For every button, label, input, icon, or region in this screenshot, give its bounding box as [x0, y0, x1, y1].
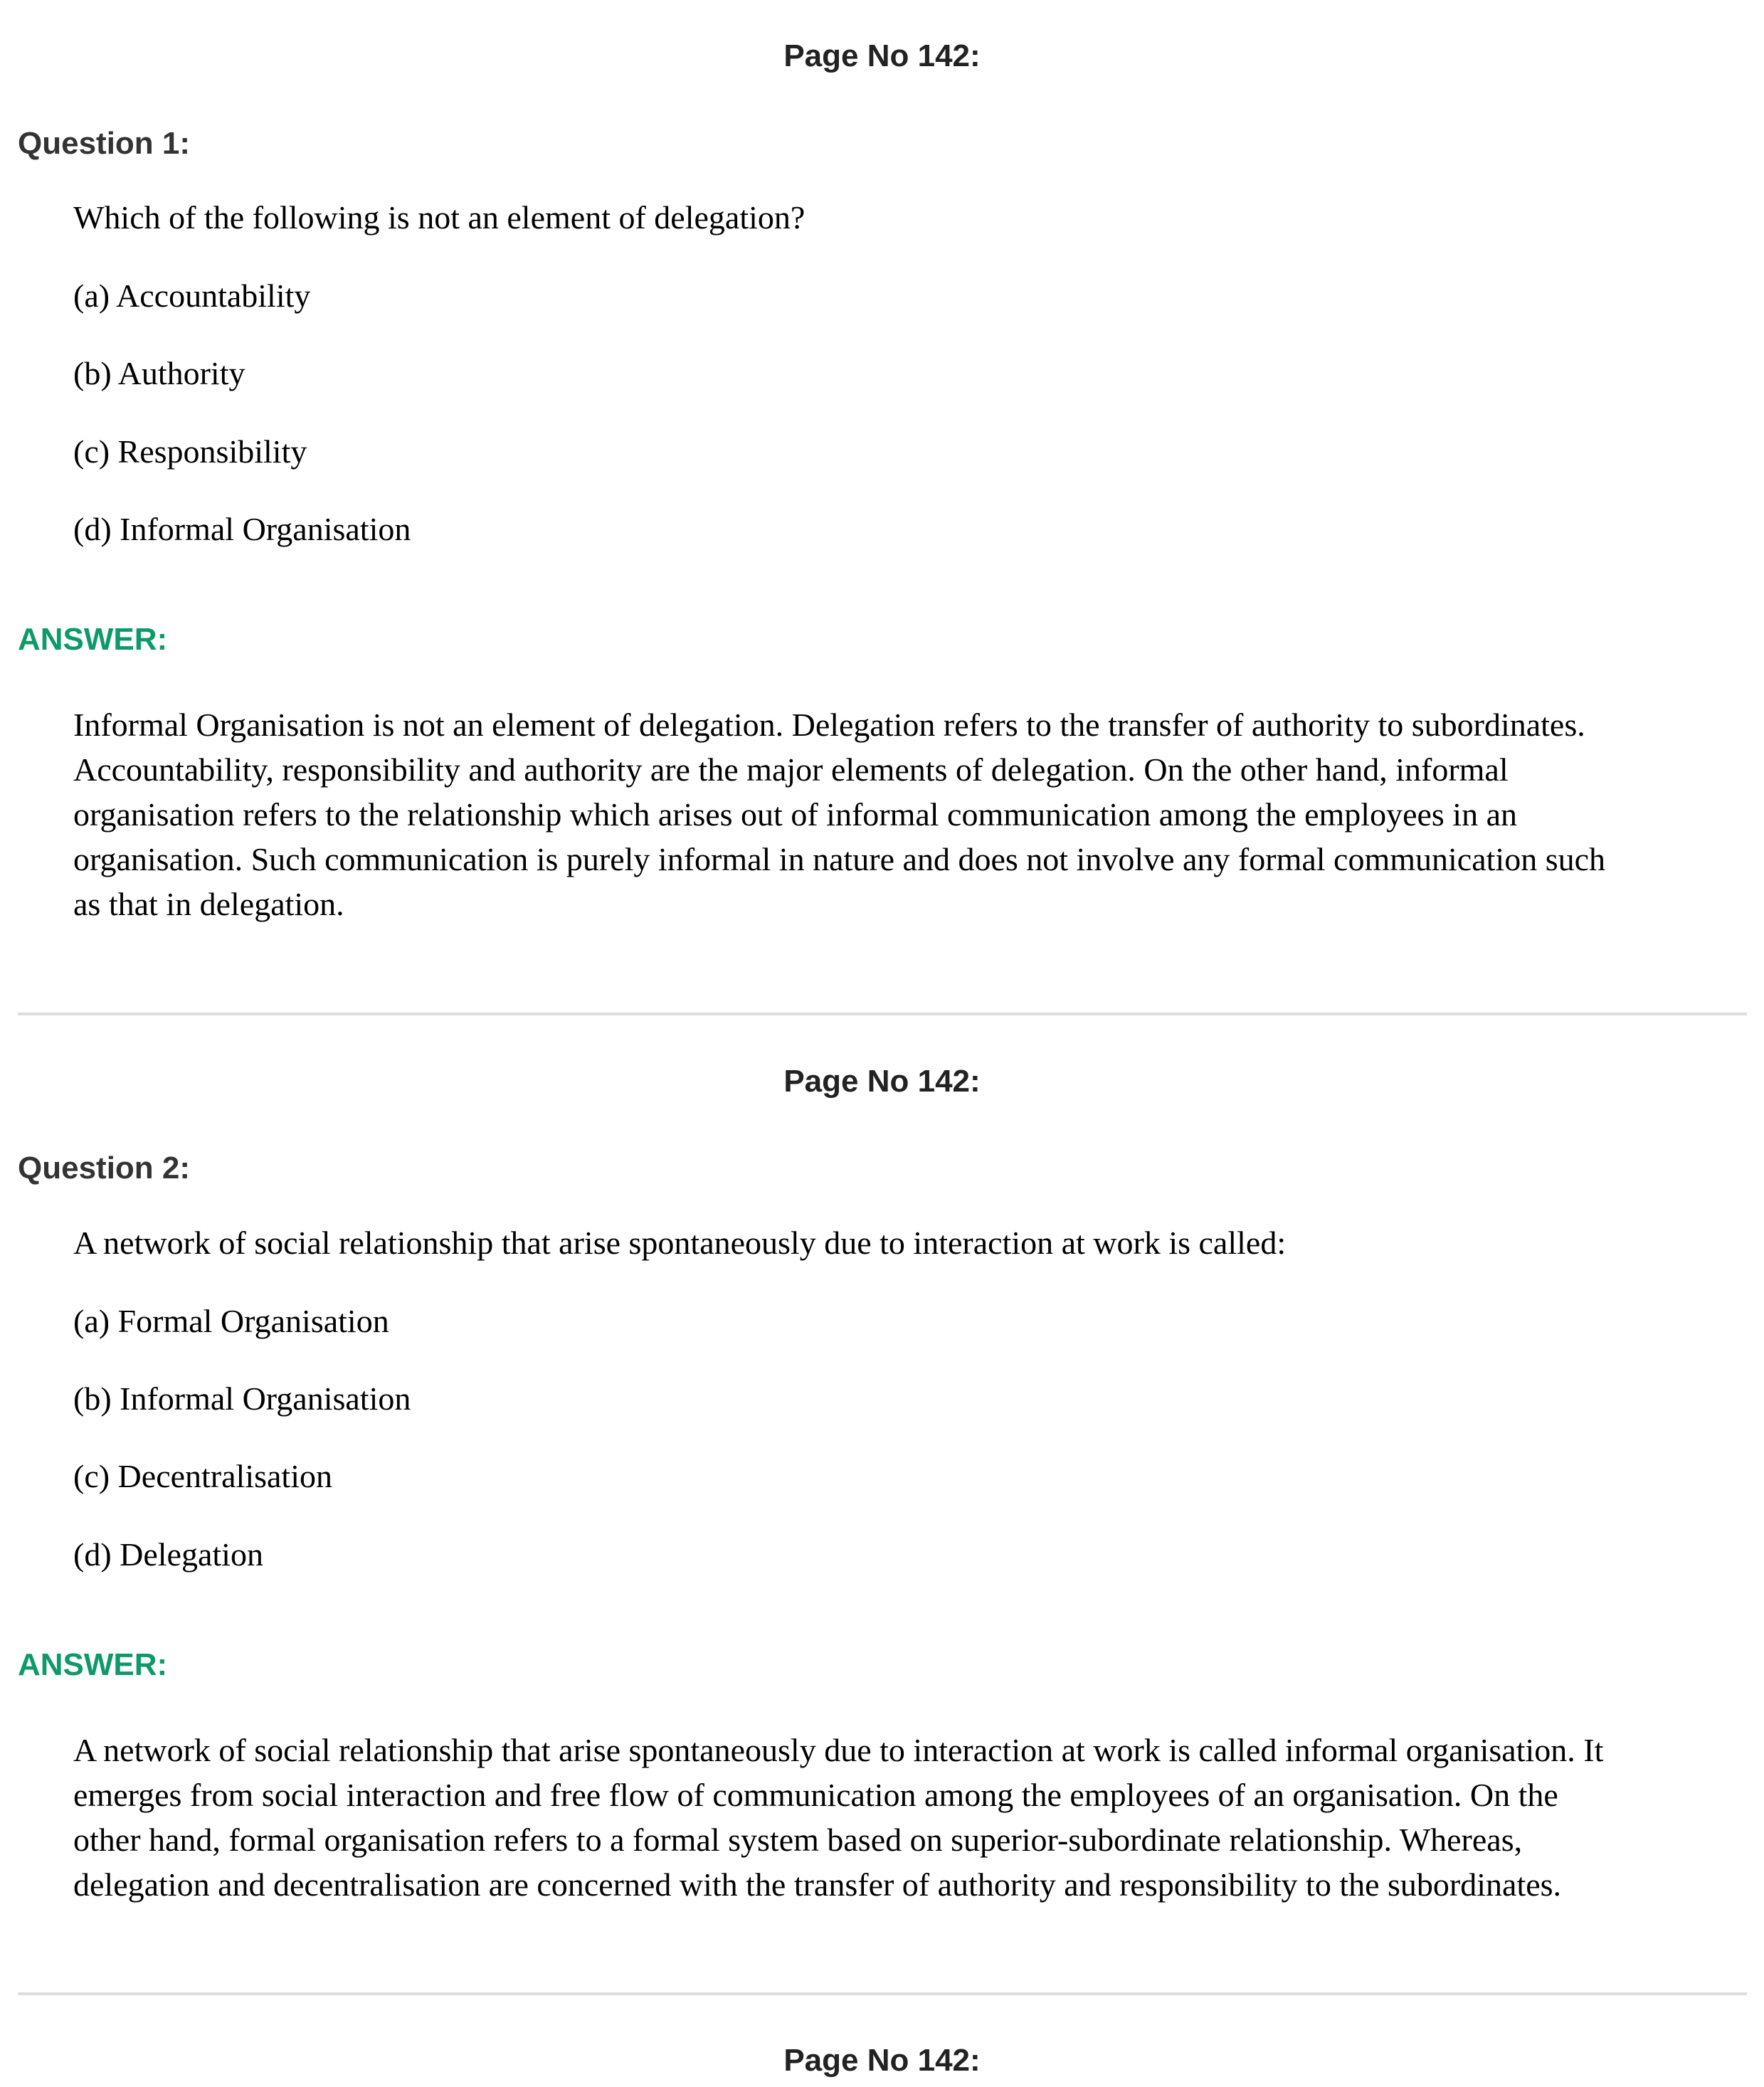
answer-line: emerges from social interaction and free flow of communication among the employees of an organisation. On the	[73, 1777, 1558, 1813]
answer-paragraph	[73, 702, 1753, 926]
option-b: (b) Informal Organisation	[73, 1380, 411, 1417]
option-c: (c) Responsibility	[73, 433, 307, 470]
option-d: (d) Delegation	[73, 1536, 263, 1573]
answer-line: Accountability, responsibility and authority are the major elements of delegation. On the other hand, informal	[73, 751, 1509, 788]
section-divider	[18, 1992, 1747, 1995]
answer-line: as that in delegation.	[73, 886, 344, 922]
page-number-heading: Page No 142:	[783, 1064, 981, 1099]
question-text: A network of social relationship that arise spontaneously due to interaction at work is called:	[73, 1225, 1287, 1261]
answer-label: ANSWER:	[18, 1647, 168, 1682]
answer-line: Informal Organisation is not an element of delegation. Delegation refers to the transfer of authority to subordinates.	[73, 707, 1585, 743]
answer-line: delegation and decentralisation are concerned with the transfer of authority and responsibility to the subordinates.	[73, 1866, 1562, 1903]
section-divider	[18, 1013, 1747, 1015]
answer-line: other hand, formal organisation refers to a formal system based on superior-subordinate relationship. Whereas,	[73, 1822, 1523, 1858]
answer-line: organisation. Such communication is purely informal in nature and does not involve any formal communication such	[73, 841, 1606, 877]
option-a: (a) Formal Organisation	[73, 1303, 389, 1339]
option-c: (c) Decentralisation	[73, 1458, 332, 1494]
answer-line: organisation refers to the relationship which arises out of informal communication among the employees in an	[73, 796, 1518, 833]
question-title: Question 1:	[18, 126, 191, 161]
question-title: Question 2:	[18, 1151, 191, 1185]
option-d: (d) Informal Organisation	[73, 511, 411, 547]
page-number-heading: Page No 142:	[783, 2043, 981, 2078]
answer-label: ANSWER:	[18, 622, 168, 657]
answer-line: A network of social relationship that arise spontaneously due to interaction at work is called informal organisation. It	[73, 1732, 1604, 1768]
option-b: (b) Authority	[73, 355, 245, 391]
option-a: (a) Accountability	[73, 278, 311, 314]
question-text: Which of the following is not an element of delegation?	[73, 199, 806, 236]
answer-paragraph	[73, 1728, 1753, 1907]
page-number-heading: Page No 142:	[783, 38, 981, 73]
